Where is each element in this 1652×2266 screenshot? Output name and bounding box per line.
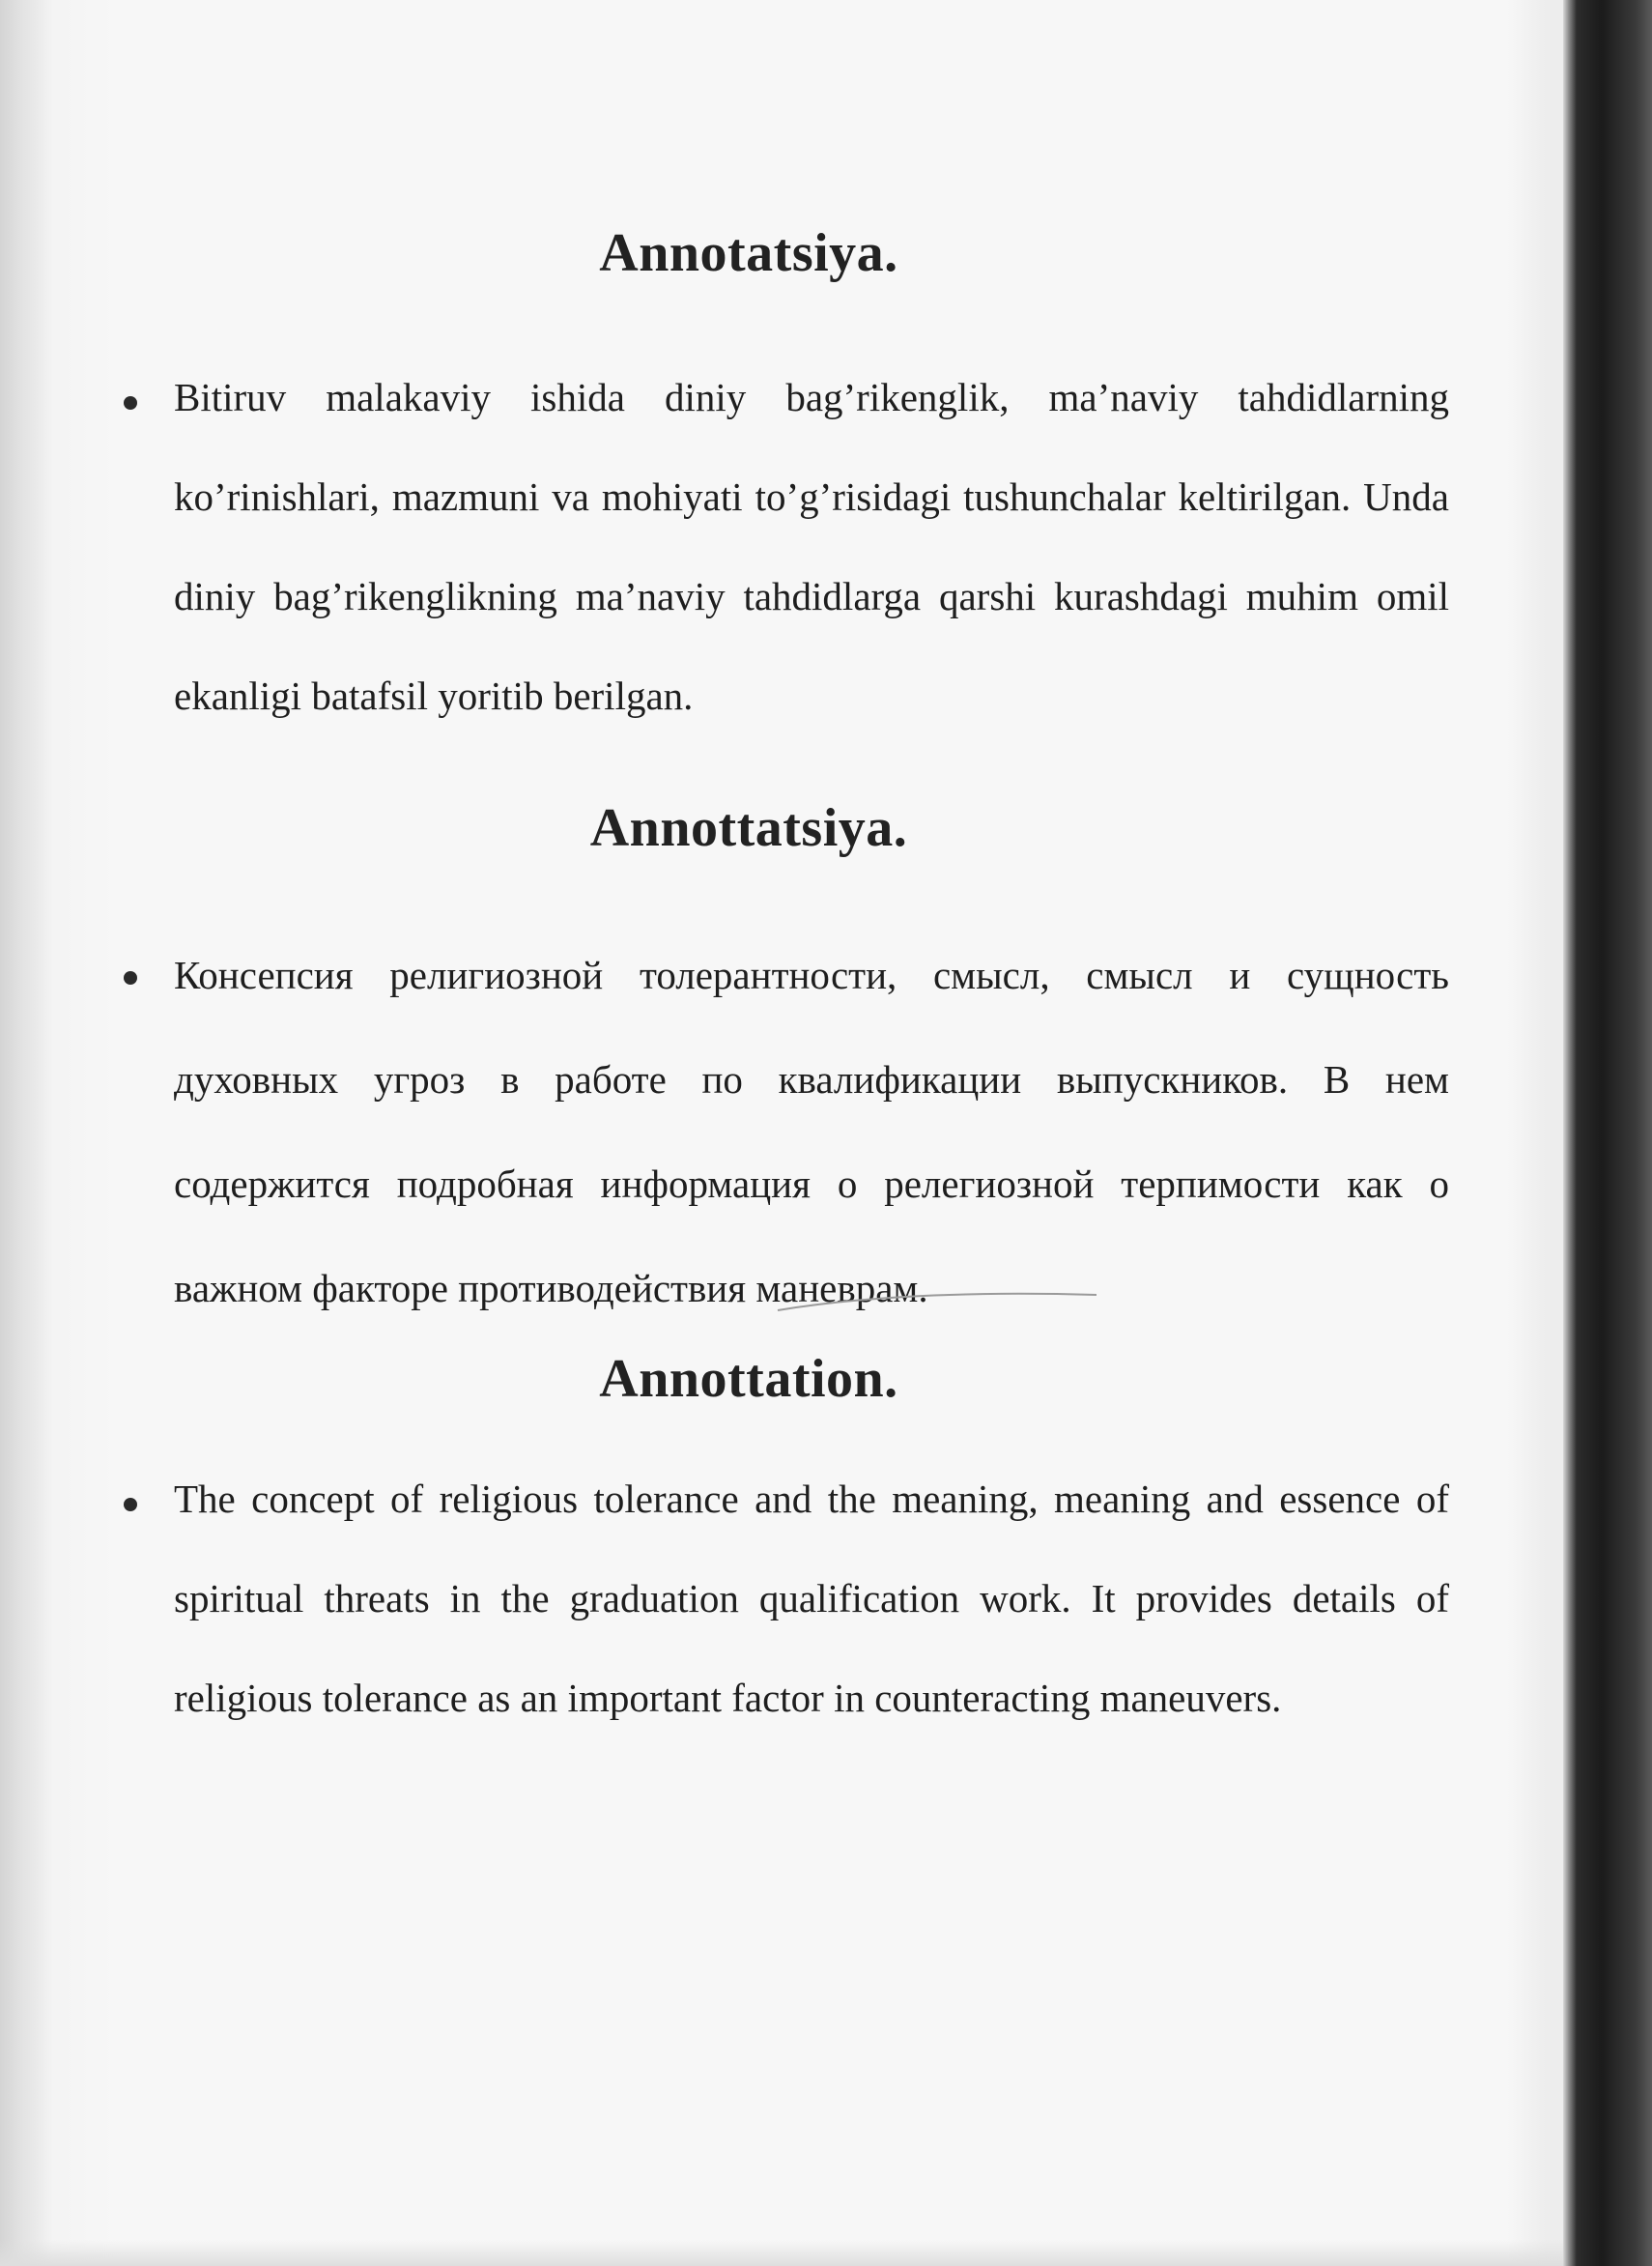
pen-underline-mark [773, 1287, 1101, 1316]
page-bottom-edge [0, 2240, 1563, 2266]
paragraph-uzbek: Bitiruv malakaviy ishida diniy bag’rikenglik, ma’naviy tahdidlarning ko’rinishlari, mazmuni va mohiyati to’g’risidagi tushunchalar keltirilgan. Unda diniy bag’rikenglikning ma’naviy tahdidlarga qarshi kurashdagi muhim omil ekanligi batafsil yoritib berilgan. [174, 375, 1449, 718]
paragraph-english: The concept of religious tolerance and the meaning, meaning and essence of spiritual threats in the graduation qualification work. It provides details of religious tolerance as an important factor in counteracting maneuvers. [174, 1477, 1449, 1720]
page-edge-shadow [0, 0, 53, 2266]
heading-english: Annottation. [599, 1349, 898, 1409]
paragraph-russian: Консепсия религиозной толерантности, смысл, смысл и сущность духовных угроз в работе по квалификации выпускников. В нем содержится подробная информация о релегиозной терпимости как о важном факторе противодействия маневрам. [174, 953, 1449, 1310]
heading-russian: Annottatsiya. [589, 798, 908, 858]
book-spine-shadow [1563, 0, 1652, 2266]
bullet-icon [124, 971, 137, 985]
bullet-icon [124, 396, 137, 410]
bullet-icon [124, 1498, 137, 1511]
heading-uzbek: Annotatsiya. [599, 223, 898, 283]
